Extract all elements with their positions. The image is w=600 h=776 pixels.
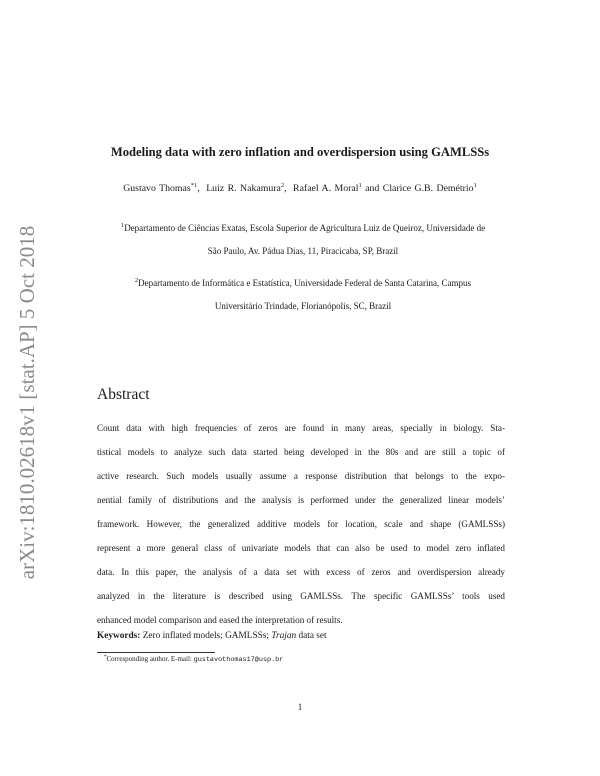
footnote-text: Corresponding author. E-mail: — [106, 655, 192, 663]
abstract-line: active research. Such models usually assume a response distribution that belongs to the expo- — [97, 471, 505, 481]
footnote-mark: * — [104, 655, 107, 660]
keywords-text: Zero inflated models; GAMLSSs; — [142, 631, 269, 641]
abstract-line: represent a more general class of univariate models that can also be used to model zero inflated — [97, 543, 505, 553]
keywords — [97, 631, 327, 641]
abstract-line: nential family of distributions and the analysis is performed under the generalized linear models’ — [97, 495, 505, 505]
affiliation-line: Universitário Trindade, Florianópolis, SC, Brazil — [214, 301, 392, 311]
keywords-italic: Trajan — [271, 631, 297, 641]
author-name: Clarice G.B. Demétrio — [382, 183, 474, 194]
abstract-line: tistical models to analyze such data started being developed in the 80s and are still a topic of — [97, 447, 505, 457]
page-number: 1 — [297, 702, 303, 712]
paper-title: Modeling data with zero inflation and overdispersion using GAMLSSs — [110, 145, 490, 159]
affiliation-2 — [98, 276, 508, 322]
abstract-body — [97, 421, 505, 637]
affiliation-mark: 2 — [134, 277, 139, 284]
author-affiliation-mark: 2 — [280, 182, 285, 189]
affiliation-line: $^1$Departamento de Ciências Exatas, Escola Superior de Agricultura Luiz de Queiroz, Universidade de — [120, 222, 486, 233]
keywords-suffix: data set — [298, 631, 327, 641]
author-affiliation-mark: 1 — [473, 182, 477, 189]
author-name: Rafael A. Moral — [293, 183, 359, 194]
abstract-heading: Abstract — [97, 386, 150, 403]
author-name: Luiz R. Nakamura — [206, 183, 281, 194]
author-affiliation-mark: *1 — [190, 182, 198, 189]
author-list — [0, 183, 600, 194]
footnote-email: gustavothomas17@usp.br — [193, 656, 284, 664]
author-affiliation-mark: 1 — [358, 182, 362, 189]
author-conjunction: and — [365, 183, 380, 194]
affiliation-line: São Paulo, Av. Pádua Dias, 11, Piracicaba, SP, Brazil — [207, 246, 399, 256]
author-separator: , — [197, 183, 200, 194]
arxiv-id-text: arXiv:1810.02618v1 [stat.AP] 5 Oct 2018 — [15, 225, 40, 579]
abstract-line: enhanced model comparison and eased the interpretation of results. — [97, 615, 343, 625]
affiliation-mark: 1 — [120, 222, 125, 229]
footnote — [104, 655, 283, 664]
keywords-label: Keywords: — [97, 631, 141, 641]
abstract-line: data. In this paper, the analysis of a data set with excess of zeros and overdispersion already — [97, 567, 505, 577]
affiliation-1 — [98, 221, 508, 267]
author-name: Gustavo Thomas — [123, 183, 191, 194]
abstract-line: Count data with high frequencies of zeros are found in many areas, specially in biology. Sta- — [97, 423, 505, 433]
author-separator: , — [284, 183, 287, 194]
affiliation-line: $^2$Departamento de Informática e Estatística, Universidade Federal de Santa Catarina, Campus — [134, 277, 472, 288]
footnote-rule — [97, 652, 215, 653]
arxiv-side-identifier — [8, 212, 48, 592]
abstract-line: framework. However, the generalized additive models for location, scale and shape (GAMLSSs) — [97, 519, 505, 529]
abstract-line: analyzed in the literature is described using GAMLSSs. The specific GAMLSSs’ tools used — [97, 591, 505, 601]
